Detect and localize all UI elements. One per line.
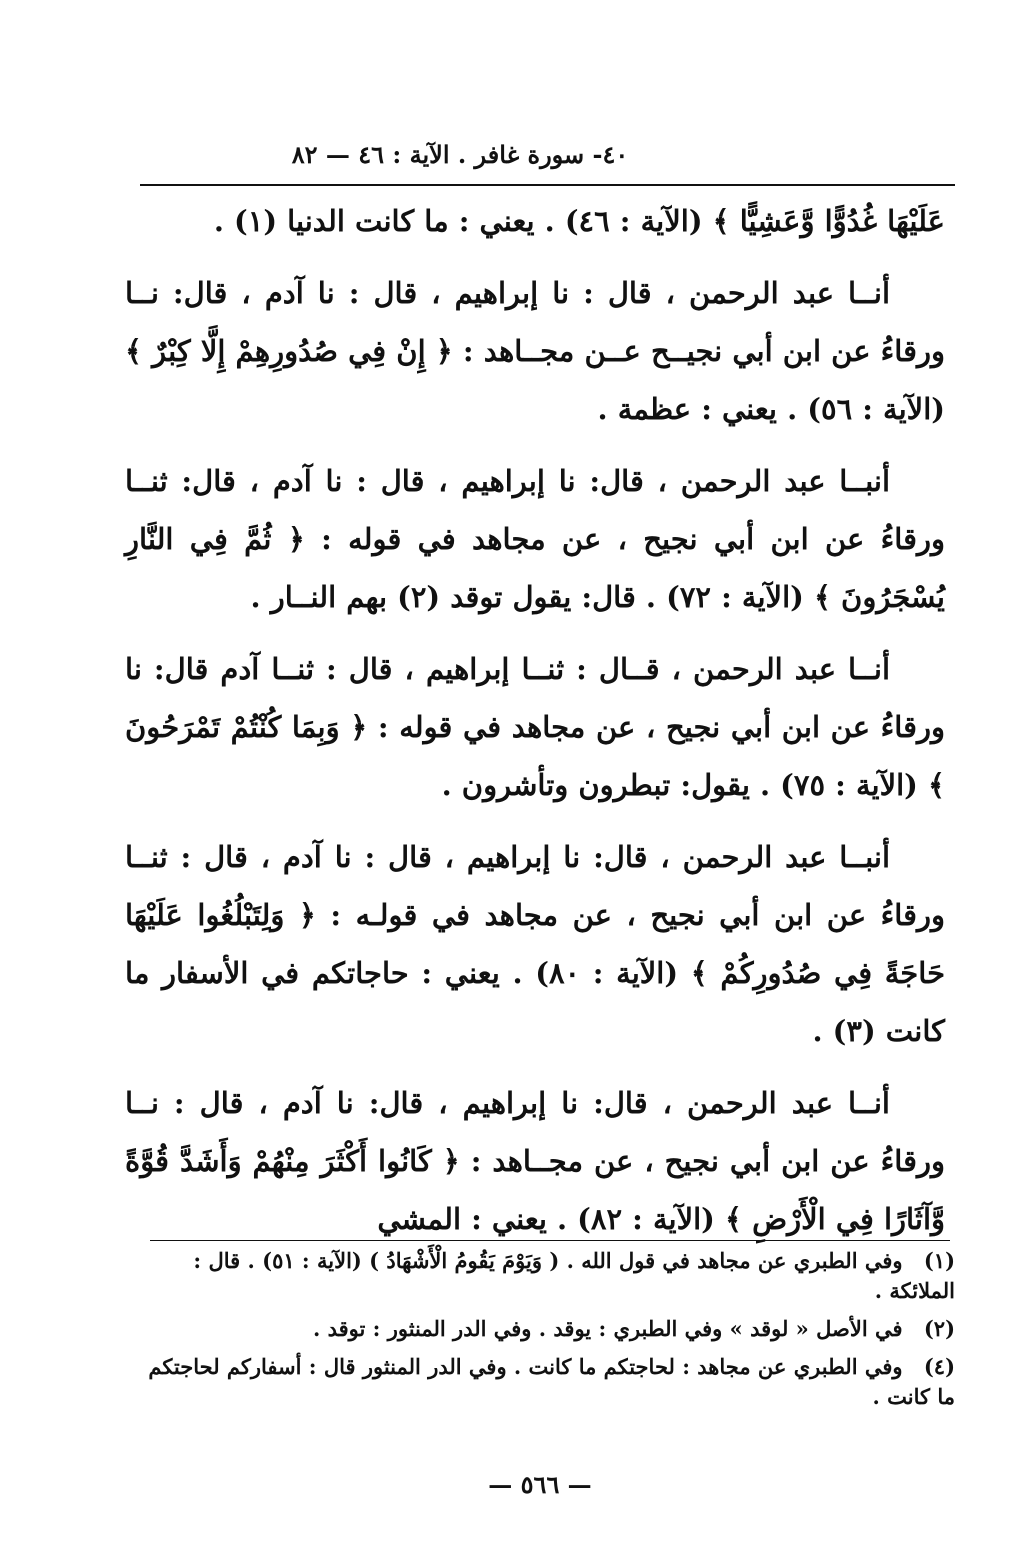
paragraph-4: أنــا عبد الرحمن ، قــال : ثنــا إبراهيم ، قال : ثنــا آدم قال: نا ورقاءُ عن ابن أبي نجيح ، عن مجاهد في قوله : ﴿ وَبِمَا كُنْتُمْ تَمْرَحُونَ ﴾ (الآية : ٧٥) . يقول: تبطرون وتأشرون . [125, 652, 945, 802]
footnote-text: وفي الطبري عن مجاهد : لحاجتكم ما كانت . وفي الدر المنثور قال : أسفاركم لحاجتكم ما كانت . [148, 1354, 955, 1409]
paragraph-2: أنــا عبد الرحمن ، قال : نا إبراهيم ، قال : نا آدم ، قال: نــا ورقاءُ عن ابن أبي نجيــح عــن مجــاهد : ﴿ إِنْ فِي صُدُورِهِمْ إِلَّا كِبْرٌ ﴾ (الآية : ٥٦) . يعني : عظمة . [125, 276, 945, 426]
page-number: — ٥٦٦ — [488, 1470, 592, 1499]
footnote-number: (٤) [923, 1354, 955, 1379]
paragraph-1: عَلَيْهَا غُدُوًّا وَّعَشِيًّا ﴾ (الآية : ٤٦) . يعني : ما كانت الدنيا (١) . [213, 204, 945, 238]
footnote-3 [130, 1352, 955, 1412]
running-header: ٤٠- سورة غافر . الآية : ٤٦ — ٨٢ [291, 140, 629, 169]
footnote-1 [130, 1246, 955, 1306]
header-rule [140, 184, 955, 186]
footnote-text: وفي الطبري عن مجاهد في قول الله . ( وَيَوْمَ يَقُومُ الْأَشْهَادُ ) (الآية : ٥١) . قال : الملائكة . [193, 1248, 955, 1303]
footnotes [130, 1246, 955, 1420]
paragraph-6: أنــا عبد الرحمن ، قال: نا إبراهيم ، قال: نا آدم ، قال : نــا ورقاءُ عن ابن أبي نجيح ، عن مجــاهد : ﴿ كَانُوا أَكْثَرَ مِنْهُمْ وَأَشَدَّ قُوَّةً وَّآثَارًا فِي الْأَرْضِ ﴾ (الآية : ٨٢) . يعني : المشي [125, 1086, 945, 1236]
paragraph-3: أنبــا عبد الرحمن ، قال: نا إبراهيم ، قال : نا آدم ، قال: ثنــا ورقاءُ عن ابن أبي نجيح ، عن مجاهد في قوله : ﴿ ثُمَّ فِي النَّارِ يُسْجَرُونَ ﴾ (الآية : ٧٢) . قال: يقول توقد (٢) بهم النــار . [125, 464, 945, 614]
main-text [125, 192, 945, 1262]
footnote-number: (٢) [923, 1316, 955, 1341]
footnote-rule [150, 1240, 950, 1241]
footnote-2 [130, 1314, 955, 1344]
paragraph-5: أنبــا عبد الرحمن ، قال: نا إبراهيم ، قال : نا آدم ، قال : ثنــا ورقاءُ عن ابن أبي نجيح ، عن مجاهد في قولـه : ﴿ وَلِتَبْلُغُوا عَلَيْهَا حَاجَةً فِي صُدُورِكُمْ ﴾ (الآية : ٨٠) . يعني : حاجاتكم في الأسفار ما كانت (٣) . [125, 840, 945, 1048]
footnote-number: (١) [923, 1248, 955, 1273]
footnote-text: في الأصل « لوقد » وفي الطبري : يوقد . وفي الدر المنثور : توقد . [312, 1316, 903, 1341]
